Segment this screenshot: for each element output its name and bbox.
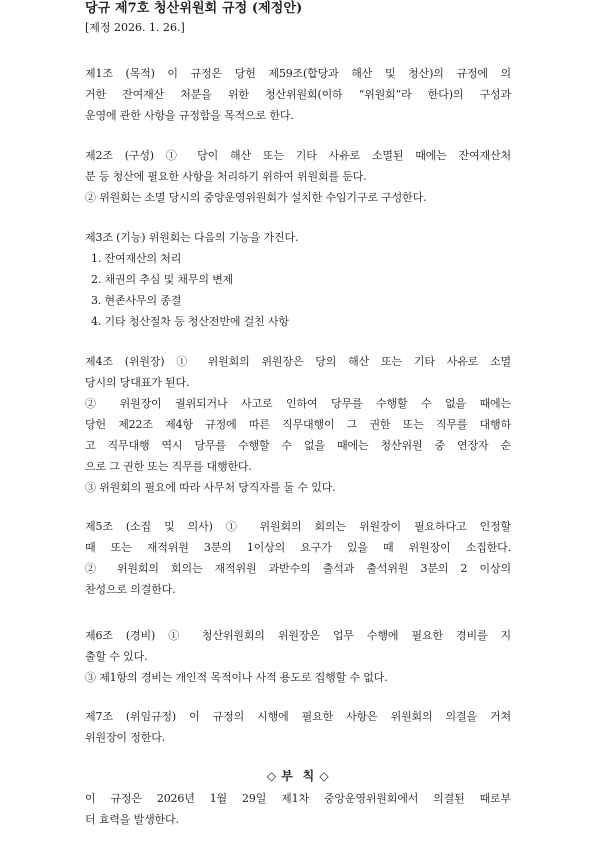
article-2-line-3: ② 위원회는 소멸 당시의 중앙운영위원회가 설치한 수임기구로 구성한다. xyxy=(85,191,427,204)
article-5-line-3: ② 위원회의 회의는 재적위원 과반수의 출석과 출석위원 3분의 2 이상의 xyxy=(85,562,511,575)
article-3-intro: 제3조 (기능) 위원회는 다음의 기능을 가진다. xyxy=(85,231,299,244)
article-6-line-1: 제6조 (경비) ① 청산위원회의 위원장은 업무 수행에 필요한 경비를 지 xyxy=(85,629,511,642)
list-item: 2. 채권의 추심 및 채무의 변제 xyxy=(91,273,234,286)
article-4-line-7: ③ 위원회의 필요에 따라 사무처 당직자를 둘 수 있다. xyxy=(85,481,336,494)
list-item: 4. 기타 청산절차 등 청산전반에 걸친 사항 xyxy=(91,315,289,328)
article-3 xyxy=(85,227,511,332)
article-5-line-4: 찬성으로 의결한다. xyxy=(85,583,176,596)
article-1-line-2: 거한 잔여재산 처분을 위한 청산위원회(이하 “위원회”라 한다)의 구성과 xyxy=(85,88,511,101)
article-4 xyxy=(85,351,511,498)
article-4-line-2: 당시의 당대표가 된다. xyxy=(85,376,190,389)
article-6 xyxy=(85,625,511,688)
addendum-body xyxy=(85,788,511,830)
article-2-line-1: 제2조 (구성) ① 당이 해산 또는 기타 사유로 소멸된 때에는 잔여재산처 xyxy=(85,149,511,162)
article-5-line-1: 제5조 (소집 및 의사) ① 위원회의 회의는 위원장이 필요하다고 인정할 xyxy=(85,520,511,533)
article-2-line-2: 분 등 청산에 필요한 사항을 처리하기 위하여 위원회를 둔다. xyxy=(85,170,367,183)
article-6-line-3: ③ 제1항의 경비는 개인적 목적이나 사적 용도로 집행할 수 없다. xyxy=(85,671,388,684)
article-1 xyxy=(85,63,511,126)
enactment-date: [제정 2026. 1. 26.] xyxy=(85,21,185,34)
article-2 xyxy=(85,145,511,208)
addendum-line-2: 터 효력을 발생한다. xyxy=(85,813,179,826)
list-item: 1. 잔여재산의 처리 xyxy=(91,252,182,265)
addendum-heading-text: ◇ 부 칙 ◇ xyxy=(266,769,330,783)
addendum-heading xyxy=(85,767,511,785)
article-5 xyxy=(85,516,511,600)
addendum-line-1: 이 규정은 2026년 1월 29일 제1차 중앙운영위원회에서 의결된 때로부 xyxy=(85,792,511,805)
article-1-line-3: 운영에 관한 사항을 규정함을 목적으로 한다. xyxy=(85,109,294,122)
article-7 xyxy=(85,706,511,748)
article-4-line-1: 제4조 (위원장) ① 위원회의 위원장은 당의 해산 또는 기타 사유로 소멸 xyxy=(85,355,511,368)
article-7-line-1: 제7조 (위임규정) 이 규정의 시행에 필요한 사항은 위원회의 의결을 거쳐 xyxy=(85,710,511,723)
document-title: 당규 제7호 청산위원회 규정 (제정안) xyxy=(85,1,303,16)
article-6-line-2: 출할 수 있다. xyxy=(85,650,148,663)
article-7-line-2: 위원장이 정한다. xyxy=(85,731,166,744)
list-item: 3. 현존사무의 종결 xyxy=(91,294,182,307)
article-4-line-3: ② 위원장이 궐위되거나 사고로 인하여 당무를 수행할 수 없을 때에는 xyxy=(85,397,511,410)
article-5-line-2: 때 또는 재적위원 3분의 1이상의 요구가 있을 때 위원장이 소집한다. xyxy=(85,541,511,554)
article-1-line-1: 제1조 (목적) 이 규정은 당헌 제59조(합당과 해산 및 청산)의 규정에 의 xyxy=(85,67,511,80)
article-4-line-6: 으로 그 권한 또는 직무를 대행한다. xyxy=(85,460,252,473)
article-4-line-4: 당헌 제22조 제4항 규정에 따른 직무대행이 그 권한 또는 직무를 대행하 xyxy=(85,418,511,431)
article-4-line-5: 고 직무대행 역시 당무를 수행할 수 없을 때에는 청산위원 중 연장자 순 xyxy=(85,439,511,452)
